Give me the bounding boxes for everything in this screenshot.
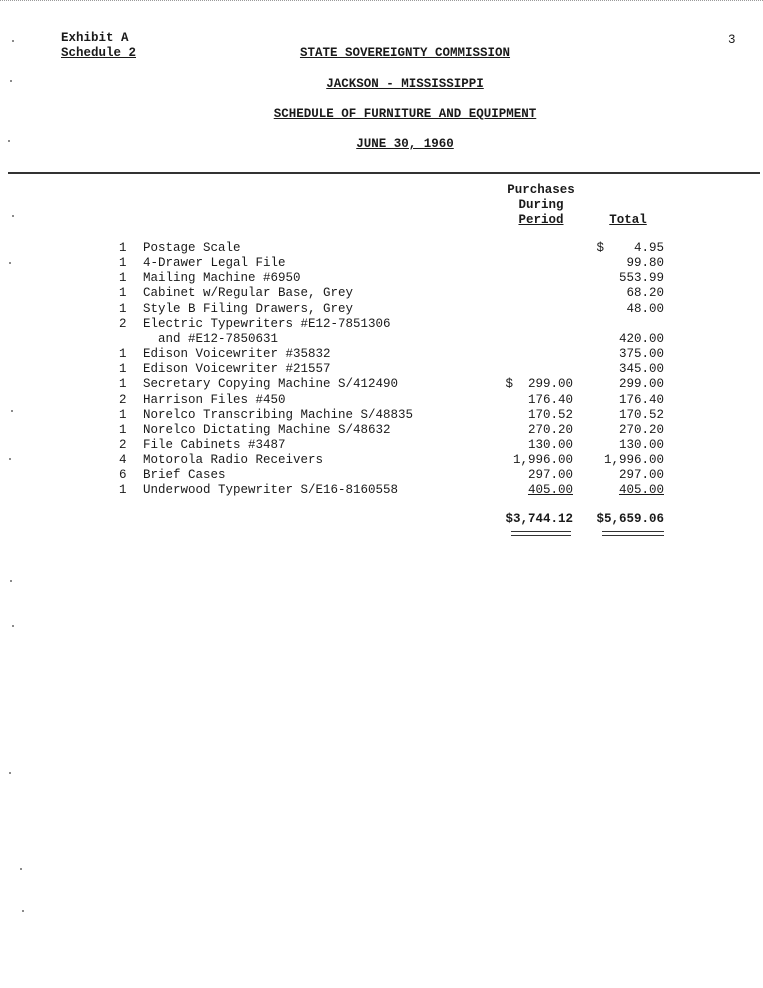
item-description: Postage Scale: [143, 241, 241, 255]
totals-row: [0, 512, 763, 527]
item-row: [0, 377, 763, 392]
item-row: [0, 393, 763, 408]
item-row: [0, 438, 763, 453]
item-description: Secretary Copying Machine S/412490: [143, 377, 399, 392]
item-total-amount: 99.80: [626, 256, 664, 271]
total-grand-total: $5,659.06: [596, 512, 664, 526]
item-quantity: 2: [119, 392, 127, 407]
exhibit-label: Exhibit A: [61, 31, 129, 45]
item-description: Edison Voicewriter #35832: [143, 347, 331, 362]
item-description: Mailing Machine #6950: [143, 271, 301, 286]
scan-speck: [20, 868, 22, 870]
item-quantity: 1: [119, 271, 127, 286]
total-double-underline: [602, 531, 664, 536]
item-purchases-amount: 1,996.00: [512, 453, 573, 468]
item-row: [0, 423, 763, 438]
item-total-amount: 1,996.00: [603, 453, 664, 468]
item-description: Harrison Files #450: [143, 392, 286, 407]
item-total-amount: 170.52: [618, 407, 664, 422]
item-total-amount: 420.00: [618, 331, 664, 346]
scan-speck: [12, 215, 14, 217]
scan-speck: [22, 910, 24, 912]
col-purchases-line1: Purchases: [507, 183, 575, 197]
scan-speck: [10, 580, 12, 582]
item-description: Style B Filing Drawers, Grey: [143, 301, 354, 316]
item-row: [0, 241, 763, 256]
item-quantity: 1: [119, 241, 127, 255]
item-description: Norelco Dictating Machine S/48632: [143, 422, 391, 437]
item-total-amount: 375.00: [618, 347, 664, 362]
item-total-amount: 553.99: [618, 271, 664, 286]
item-row: [0, 362, 763, 377]
col-total-header: Total: [609, 213, 647, 227]
item-total-amount: 130.00: [618, 437, 664, 452]
item-description: Norelco Transcribing Machine S/48835: [143, 407, 414, 422]
item-description: Motorola Radio Receivers: [143, 453, 324, 468]
item-quantity: 1: [119, 422, 127, 437]
item-quantity: 1: [119, 347, 127, 362]
scan-speck: [12, 625, 14, 627]
page-number: 3: [728, 33, 736, 47]
item-purchases-amount: 170.52: [527, 407, 573, 422]
item-row: [0, 347, 763, 362]
scan-speck: [9, 262, 11, 264]
item-row: [0, 317, 763, 332]
item-total-amount: 299.00: [618, 377, 664, 392]
item-row: [0, 332, 763, 347]
purchases-grand-total: $3,744.12: [505, 512, 573, 526]
item-row: [0, 256, 763, 271]
header-rule: [8, 172, 760, 174]
item-total-amount: 297.00: [618, 468, 664, 483]
scan-speck: [10, 80, 12, 82]
item-description: and #E12-7850631: [143, 331, 279, 346]
item-description: Edison Voicewriter #21557: [143, 362, 331, 377]
title-location: JACKSON - MISSISSIPPI: [326, 77, 484, 91]
item-description: Brief Cases: [143, 468, 226, 483]
item-description: Electric Typewriters #E12-7851306: [143, 316, 391, 331]
item-row: [0, 453, 763, 468]
item-quantity: 2: [119, 437, 127, 452]
item-quantity: 1: [119, 377, 127, 392]
item-total-amount: 48.00: [626, 301, 664, 316]
scan-speck: [9, 458, 11, 460]
item-purchases-amount: 176.40: [527, 392, 573, 407]
item-description: 4-Drawer Legal File: [143, 256, 286, 271]
item-purchases-amount: 405.00: [527, 483, 573, 498]
item-quantity: 2: [119, 316, 127, 331]
title-commission: STATE SOVEREIGNTY COMMISSION: [299, 46, 511, 60]
item-row: [0, 286, 763, 301]
title-schedule: SCHEDULE OF FURNITURE AND EQUIPMENT: [273, 107, 537, 121]
item-total-amount: $ 4.95: [596, 241, 664, 255]
item-total-amount: 345.00: [618, 362, 664, 377]
item-description: Cabinet w/Regular Base, Grey: [143, 286, 354, 301]
item-purchases-amount: 270.20: [527, 422, 573, 437]
item-quantity: 4: [119, 453, 127, 468]
col-purchases-line3: Period: [518, 213, 564, 227]
item-total-amount: 176.40: [618, 392, 664, 407]
page-top-edge: [0, 0, 763, 1]
scan-speck: [11, 410, 13, 412]
item-row: [0, 302, 763, 317]
item-quantity: 1: [119, 256, 127, 271]
scan-speck: [9, 772, 11, 774]
item-purchases-amount: 297.00: [527, 468, 573, 483]
item-row: [0, 468, 763, 483]
item-quantity: 1: [119, 286, 127, 301]
item-purchases-amount: $ 299.00: [505, 377, 573, 392]
item-row: [0, 271, 763, 286]
item-quantity: 1: [119, 407, 127, 422]
item-description: Underwood Typewriter S/E16-8160558: [143, 483, 399, 498]
item-quantity: 6: [119, 468, 127, 483]
scan-speck: [8, 140, 10, 142]
purchases-double-underline: [511, 531, 571, 536]
item-total-amount: 270.20: [618, 422, 664, 437]
item-quantity: 1: [119, 362, 127, 377]
item-row: [0, 483, 763, 498]
item-total-amount: 68.20: [626, 286, 664, 301]
item-quantity: 1: [119, 301, 127, 316]
item-quantity: 1: [119, 483, 127, 498]
item-purchases-amount: 130.00: [527, 437, 573, 452]
item-row: [0, 408, 763, 423]
item-description: File Cabinets #3487: [143, 437, 286, 452]
scan-speck: [12, 40, 14, 42]
title-date: JUNE 30, 1960: [356, 137, 454, 151]
schedule-label: Schedule 2: [61, 46, 137, 60]
item-total-amount: 405.00: [618, 483, 664, 498]
col-purchases-line2: During: [518, 198, 564, 212]
